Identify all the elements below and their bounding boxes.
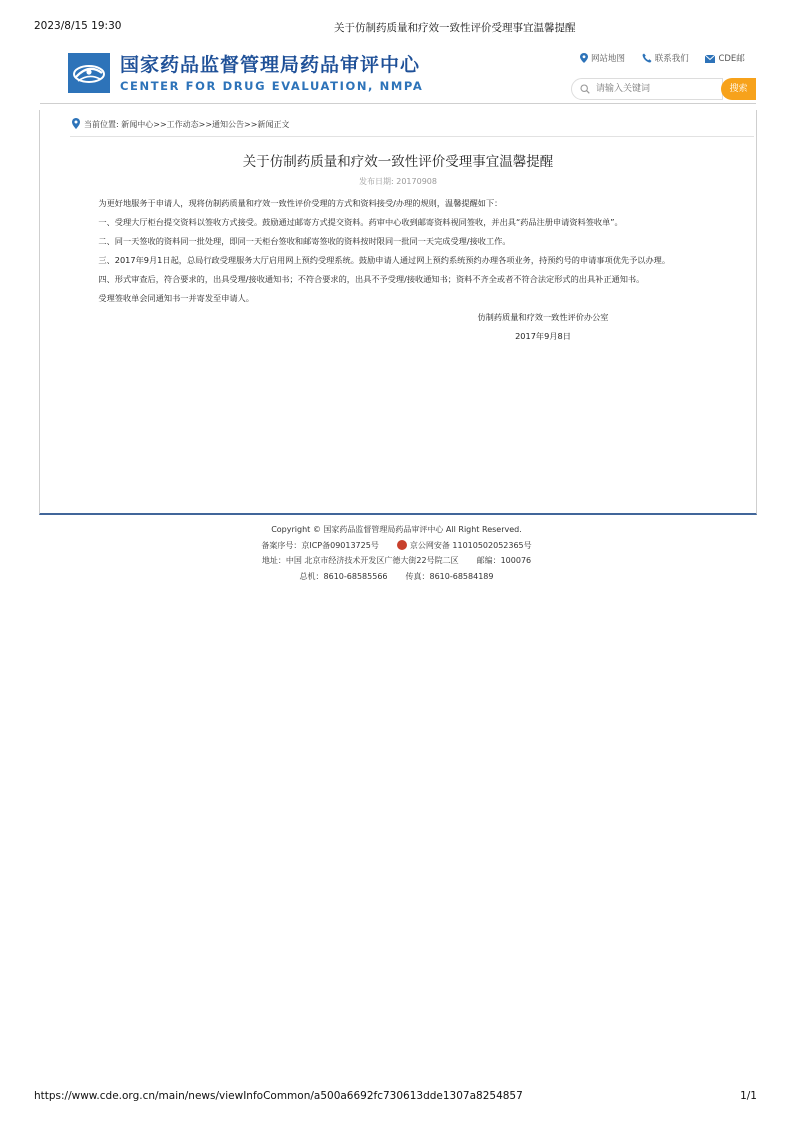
footer-phone: 总机：8610-68585566 (299, 571, 388, 581)
article-title: 关于仿制药质量和疗效一致性评价受理事宜温馨提醒 (242, 154, 554, 170)
print-page-title: 关于仿制药质量和疗效一致性评价受理事宜温馨提醒 (334, 22, 576, 34)
top-links (580, 52, 759, 64)
police-badge-icon (397, 540, 407, 550)
article-sign-date: 2017年9月8日 (515, 331, 571, 341)
location-pin-icon (72, 118, 80, 129)
site-name-en[interactable]: CENTER FOR DRUG EVALUATION, NMPA (120, 79, 424, 93)
print-page-number: 1/1 (740, 1090, 757, 1102)
article-paragraph: 为更好地服务于申请人，现将仿制药质量和疗效一致性评价受理的方式和资料接受/办理的规则，温馨提醒如下： (98, 198, 503, 208)
print-url: https://www.cde.org.cn/main/news/viewInfoCommon/a500a6692fc730613dde1307a8254857 (34, 1090, 523, 1102)
site-footer (0, 522, 793, 584)
footer-registration (0, 538, 793, 554)
footer-phone-row (0, 569, 793, 585)
article-paragraph: 一、受理大厅柜台提交资料以签收方式接受。鼓励通过邮寄方式提交资料。药审中心收到邮寄资料视同签收，并出具“药品注册申请资料签收单”。 (98, 217, 623, 227)
cde-logo-icon (68, 53, 110, 93)
article-paragraph: 三、2017年9月1日起，总局行政受理服务大厅启用网上预约受理系统。鼓励申请人通过网上预约系统预约办理各项业务，持预约号的申请事项优先予以办理。 (98, 255, 671, 265)
search-button[interactable]: 搜索 (721, 78, 756, 100)
publish-date: 发布日期: 20170908 (359, 177, 437, 186)
phone-icon (642, 53, 652, 63)
search-icon (580, 84, 590, 94)
breadcrumb-text[interactable]: 当前位置: 新闻中心>>工作动态>>通知公告>>新闻正文 (84, 120, 290, 129)
footer-address-row (0, 553, 793, 569)
article-signature: 仿制药质量和疗效一致性评价办公室 (477, 312, 609, 322)
police-record-link[interactable]: 京公网安备 11010502052365号 (409, 540, 532, 550)
article-paragraph: 二、同一天签收的资料同一批处理，即同一天柜台签收和邮寄签收的资料按时限同一批同一天完成受理/接收工作。 (98, 236, 511, 246)
mail-icon (705, 55, 715, 63)
article-paragraph: 受理签收单会同通知书一并寄发至申请人。 (98, 293, 254, 303)
breadcrumb-divider (70, 136, 754, 137)
search-box (571, 78, 723, 100)
article-container (39, 110, 757, 515)
email-link[interactable] (705, 52, 744, 64)
location-pin-icon (580, 53, 588, 63)
footer-fax: 传真：8610-68584189 (405, 571, 494, 581)
sitemap-link-label: 网站地图 (591, 54, 626, 64)
footer-copyright: Copyright © 国家药品监督管理局药品审评中心 All Right Reserved. (271, 525, 522, 534)
article-body (82, 194, 714, 346)
footer-postcode: 邮编：100076 (476, 556, 532, 565)
print-datetime: 2023/8/15 19:30 (34, 20, 122, 32)
breadcrumb (72, 118, 289, 130)
site-name-cn[interactable]: 国家药品监督管理局药品审评中心 (120, 54, 421, 76)
header-divider (40, 103, 756, 104)
icp-link[interactable]: 备案序号：京ICP备09013725号 (261, 540, 379, 550)
contact-link[interactable] (642, 52, 689, 64)
search-input[interactable] (596, 81, 714, 96)
article-paragraph: 四、形式审查后，符合要求的，出具受理/接收通知书；不符合要求的，出具不予受理/接收通知书；资料不齐全或者不符合法定形式的出具补正通知书。 (98, 274, 645, 284)
email-link-label: CDE邮 (718, 54, 745, 64)
sitemap-link[interactable] (580, 52, 625, 64)
contact-link-label: 联系我们 (654, 54, 689, 64)
cde-logo[interactable] (68, 53, 110, 93)
footer-address: 地址：中国 北京市经济技术开发区广德大街22号院二区 (261, 556, 459, 565)
site-header (40, 46, 756, 102)
search-bar (571, 78, 756, 100)
